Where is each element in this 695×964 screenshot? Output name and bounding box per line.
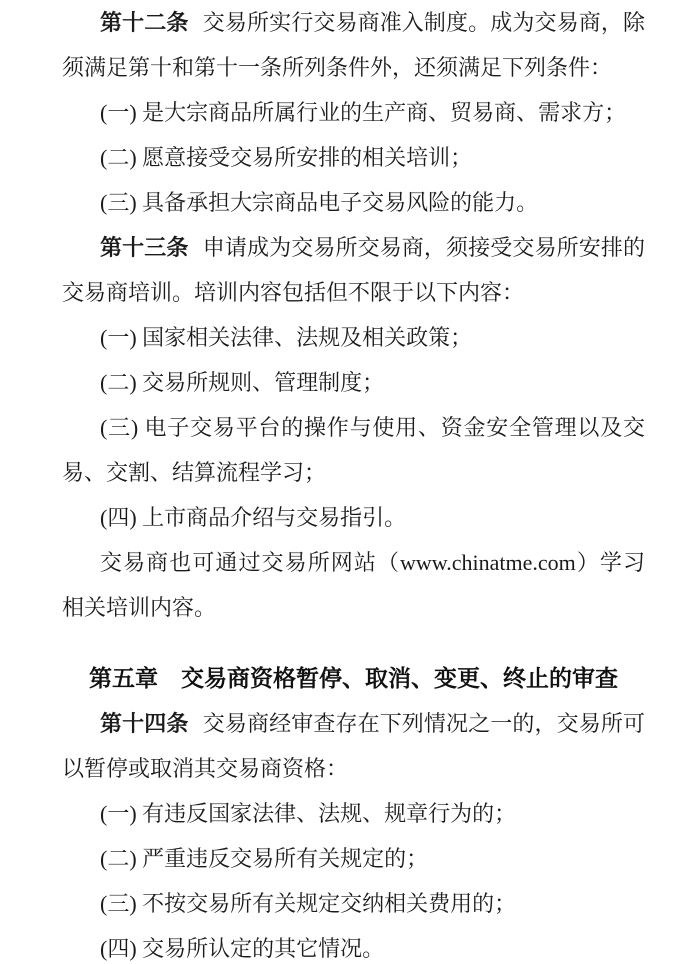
article-12-item-2: (二) 愿意接受交易所安排的相关培训； xyxy=(100,145,473,170)
article-12-paragraph xyxy=(62,0,645,90)
article-14-paragraph xyxy=(62,701,645,791)
article-12-item-1: (一) 是大宗商品所属行业的生产商、贸易商、需求方； xyxy=(100,100,627,125)
article-14-text: 交易商经审查存在下列情况之一的，交易所可以暂停或取消其交易商资格： xyxy=(62,711,645,781)
article-13-item-4: (四) 上市商品介绍与交易指引。 xyxy=(100,505,407,530)
article-13-item-2: (二) 交易所规则、管理制度； xyxy=(100,370,385,395)
article-13-item-3: (三) 电子交易平台的操作与使用、资金安全管理以及交易、交割、结算流程学习； xyxy=(62,415,645,485)
article-14-item-1: (一) 有违反国家法律、法规、规章行为的； xyxy=(100,801,517,826)
article-13-website-note: 交易商也可通过交易所网站（www.chinatme.com）学习相关培训内容。 xyxy=(62,550,645,620)
chapter-5-number: 第五章 xyxy=(89,665,158,691)
article-14-label: 第十四条 xyxy=(100,711,189,736)
article-13-text: 申请成为交易所交易商，须接受交易所安排的交易商培训。培训内容包括但不限于以下内容： xyxy=(62,235,645,305)
article-14-item-3: (三) 不按交易所有关规定交纳相关费用的； xyxy=(100,891,517,916)
article-12-item-3: (三) 具备承担大宗商品电子交易风险的能力。 xyxy=(100,190,539,215)
article-13-paragraph xyxy=(62,225,645,315)
article-12-label: 第十二条 xyxy=(100,10,189,35)
article-14-item-4: (四) 交易所认定的其它情况。 xyxy=(100,936,385,961)
article-13-item-1: (一) 国家相关法律、法规及相关政策； xyxy=(100,325,473,350)
article-12-text: 交易所实行交易商准入制度。成为交易商，除须满足第十和第十一条所列条件外，还须满足下列条件： xyxy=(62,10,645,80)
chapter-5-heading xyxy=(62,656,645,701)
article-13-label: 第十三条 xyxy=(100,235,189,260)
chapter-5-title: 交易商资格暂停、取消、变更、终止的审查 xyxy=(181,665,618,691)
article-14-item-2: (二) 严重违反交易所有关规定的； xyxy=(100,846,429,871)
